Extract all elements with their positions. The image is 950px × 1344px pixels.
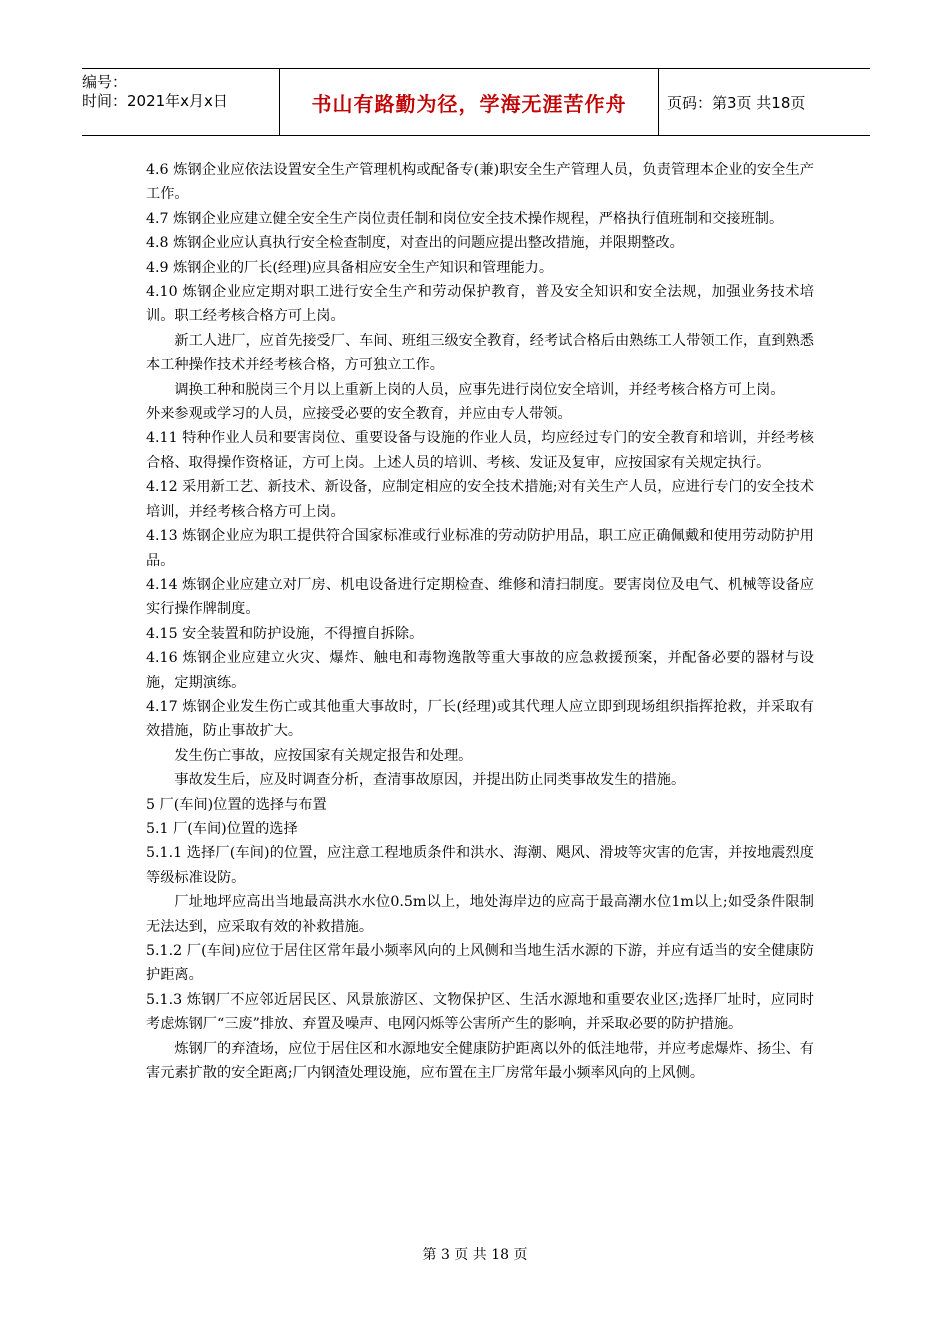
paragraph: 4.6 炼钢企业应依法设置安全生产管理机构或配备专(兼)职安全生产管理人员，负责管理本企业的安全生产工作。 bbox=[146, 162, 814, 203]
document-date: 时间：2021年x月x日 bbox=[82, 92, 228, 110]
paragraph: 4.13 炼钢企业应为职工提供符合国家标准或行业标准的劳动防护用品，职工应正确佩戴和使用劳动防护用品。 bbox=[146, 528, 814, 569]
paragraph: 4.10 炼钢企业应定期对职工进行安全生产和劳动保护教育，普及安全知识和安全法规，加强业务技术培训。职工经考核合格方可上岗。 bbox=[146, 284, 814, 325]
header-page-number: 页码：第3页 共18页 bbox=[667, 93, 806, 112]
paragraph: 4.7 炼钢企业应建立健全安全生产岗位责任制和岗位安全技术操作规程，严格执行值班制和交接班制。 bbox=[146, 210, 784, 227]
paragraph: 4.16 炼钢企业应建立火灾、爆炸、触电和毒物逸散等重大事故的应急救援预案，并配备必要的器材与设施，定期演练。 bbox=[146, 650, 814, 691]
paragraph: 调换工种和脱岗三个月以上重新上岗的人员，应事先进行岗位安全培训，并经考核合格方可上岗。 bbox=[174, 381, 785, 398]
paragraph: 事故发生后，应及时调查分析，查清事故原因，并提出防止同类事故发生的措施。 bbox=[174, 772, 686, 789]
paragraph: 4.14 炼钢企业应建立对厂房、机电设备进行定期检查、维修和清扫制度。要害岗位及电气、机械等设备应实行操作牌制度。 bbox=[146, 576, 814, 618]
paragraph: 炼钢厂的弃渣场，应位于居住区和水源地安全健康防护距离以外的低洼地带，并应考虑爆炸、扬尘、有害元素扩散的安全距离;厂内钢渣处理设施，应布置在主厂房常年最小频率风向的上风侧。 bbox=[146, 1040, 814, 1082]
paragraph: 4.12 采用新工艺、新技术、新设备，应制定相应的安全技术措施;对有关生产人员，应进行专门的安全技术培训，并经考核合格方可上岗。 bbox=[146, 479, 814, 520]
paragraph: 4.11 特种作业人员和要害岗位、重要设备与设施的作业人员，均应经过专门的安全教育和培训，并经考核合格、取得操作资格证，方可上岗。上述人员的培训、考核、发证及复审，应按国家有关规定执行。 bbox=[146, 430, 814, 471]
paragraph: 新工人进厂，应首先接受厂、车间、班组三级安全教育，经考试合格后由熟练工人带领工作，直到熟悉本工种操作技术并经考核合格，方可独立工作。 bbox=[146, 332, 814, 374]
paragraph: 5.1.2 厂(车间)应位于居住区常年最小频率风向的上风侧和当地生活水源的下游，并应有适当的安全健康防护距离。 bbox=[146, 943, 814, 984]
paragraph: 4.17 炼钢企业发生伤亡或其他重大事故时，厂长(经理)或其代理人应立即到现场组织指挥抢救，并采取有效措施，防止事故扩大。 bbox=[146, 698, 814, 740]
paragraph: 4.9 炼钢企业的厂长(经理)应具备相应安全生产知识和管理能力。 bbox=[146, 259, 554, 276]
document-body bbox=[146, 158, 814, 1085]
document-number-label: 编号： bbox=[82, 73, 128, 91]
paragraph: 4.8 炼钢企业应认真执行安全检查制度，对查出的问题应提出整改措施，并限期整改。 bbox=[146, 235, 684, 252]
paragraph: 5 厂(车间)位置的选择与布置 bbox=[146, 796, 327, 813]
paragraph: 发生伤亡事故，应按国家有关规定报告和处理。 bbox=[174, 747, 473, 764]
paragraph: 外来参观或学习的人员，应接受必要的安全教育，并应由专人带领。 bbox=[146, 406, 572, 423]
page-footer: 第 3 页 共 18 页 bbox=[422, 1247, 528, 1263]
header-motto: 书山有路勤为径，学海无涯苦作舟 bbox=[280, 69, 659, 135]
paragraph: 厂址地坪应高出当地最高洪水水位0.5m以上，地处海岸边的应高于最高潮水位1m以上;如受条件限制无法达到，应采取有效的补救措施。 bbox=[146, 894, 814, 935]
paragraph: 5.1.3 炼钢厂不应邻近居民区、风景旅游区、文物保护区、生活水源地和重要农业区;选择厂址时，应同时考虑炼钢厂“三废”排放、弃置及噪声、电网闪烁等公害所产生的影响，并采取必要的防护措施。 bbox=[146, 991, 814, 1033]
paragraph: 4.15 安全装置和防护设施，不得擅自拆除。 bbox=[146, 625, 424, 642]
paragraph: 5.1.1 选择厂(车间)的位置，应注意工程地质条件和洪水、海潮、飓风、滑坡等灾害的危害，并按地震烈度等级标准设防。 bbox=[146, 845, 814, 886]
header-meta bbox=[82, 69, 280, 135]
paragraph: 5.1 厂(车间)位置的选择 bbox=[146, 820, 298, 837]
page-header bbox=[82, 68, 870, 136]
